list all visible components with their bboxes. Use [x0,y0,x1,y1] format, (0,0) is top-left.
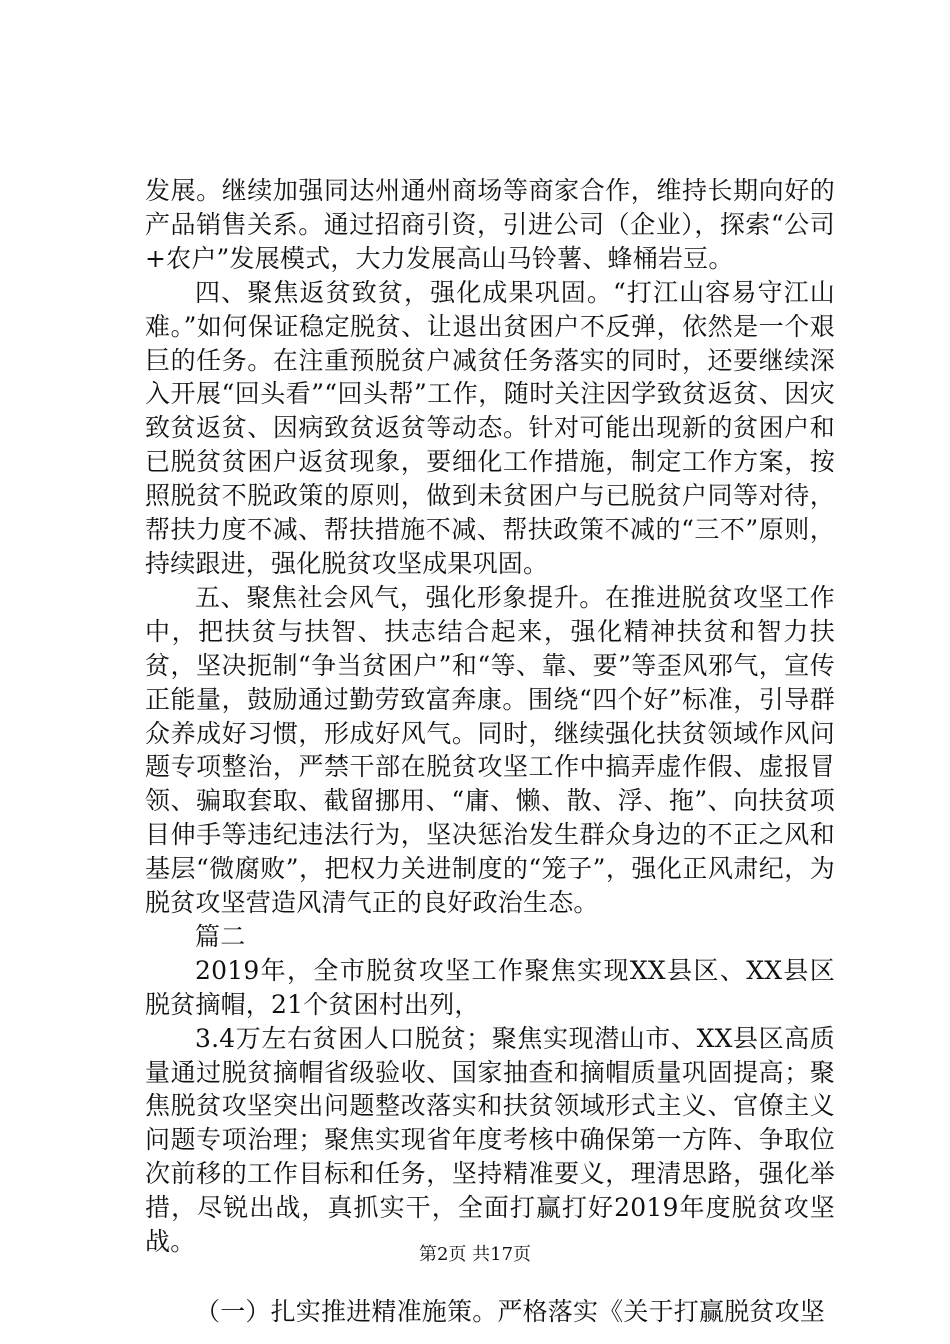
paragraph-section-five: 五、聚焦社会风气，强化形象提升。在推进脱贫攻坚工作中，把扶贫与扶智、扶志结合起来，强化精神扶贫和智力扶贫，坚决扼制“争当贫困户”和“等、靠、要”等歪风邪气，宣传正能量，鼓励通过勤劳致富奔康。围绕“四个好”标准，引导群众养成好习惯，形成好风气。同时，继续强化扶贫领域作风问题专项整治，严禁干部在脱贫攻坚工作中搞弄虚作假、虚报冒领、骗取套取、截留挪用、“庸、懒、散、浮、拖”、向扶贫项目伸手等违纪违法行为，坚决惩治发生群众身边的不正之风和基层“微腐败”，把权力关进制度的“笼子”，强化正风肃纪，为脱贫攻坚营造风清气正的良好政治生态。 [145,582,835,918]
document-body [145,174,835,1329]
paragraph-2019-goals: 2019年，全市脱贫攻坚工作聚焦实现XX县区、XX县区脱贫摘帽，21个贫困村出列， [145,955,835,1019]
paragraph-2019-targets: 3.4万左右贫困人口脱贫；聚焦实现潜山市、XX县区高质量通过脱贫摘帽省级验收、国家抽查和摘帽质量巩固提高；聚焦脱贫攻坚突出问题整改落实和扶贫领域形式主义、官僚主义问题专项治理；聚焦实现省年度考核中确保第一方阵、争取位次前移的工作目标和任务，坚持精准要义，理清思路，强化举措，尽锐出战，真抓实干，全面打赢打好2019年度脱贫攻坚战。 [145,1023,835,1257]
chapter-heading: 篇二 [195,921,246,951]
paragraph-continuation: 发展。继续加强同达州通州商场等商家合作，维持长期向好的产品销售关系。通过招商引资，引进公司（企业），探索“公司+农户”发展模式，大力发展高山马铃薯、蜂桶岩豆。 [145,176,835,273]
paragraph-subsection-one: （一）扎实推进精准施策。严格落实《关于打赢脱贫攻坚 [195,1297,826,1326]
page-number-footer: 第2页 共17页 [418,1244,532,1265]
paragraph-section-four: 四、聚焦返贫致贫，强化成果巩固。“打江山容易守江山难。”如何保证稳定脱贫、让退出贫困户不反弹，依然是一个艰巨的任务。在注重预脱贫户减贫任务落实的同时，还要继续深入开展“回头看”“回头帮”工作，随时关注因学致贫返贫、因灾致贫返贫、因病致贫返贫等动态。针对可能出现新的贫困户和已脱贫贫困户返贫现象，要细化工作措施，制定工作方案，按照脱贫不脱政策的原则，做到未贫困户与已脱贫户同等对待，帮扶力度不减、帮扶措施不减、帮扶政策不减的“三不”原则，持续跟进，强化脱贫攻坚成果巩固。 [145,277,835,578]
